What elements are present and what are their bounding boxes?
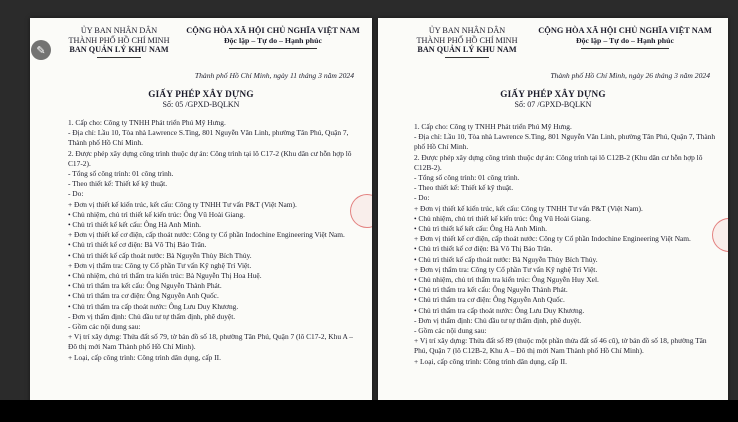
org-line: ỦY BAN NHÂN DÂN [80, 26, 158, 35]
national-heading [180, 26, 366, 49]
national-heading [528, 26, 722, 49]
divider [581, 48, 669, 49]
permit-line: + Vị trí xây dựng: Thửa đất số 89 (thuộc một phần thửa đất số 46 cũ), tờ bản đồ số 18, phường Tân Phú, Quận 7 (lô C12B-2, Khu A – Đô thị mới Nam Thành phố Hồ Chí Minh). [414, 336, 707, 356]
edit-button[interactable] [31, 40, 51, 60]
permit-line: • Chủ trì thiết kế kết cấu: Ông Hà Anh Minh. [414, 224, 547, 234]
permit-line: - Địa chỉ: Lầu 10, Tòa nhà Lawrence S.Ting, 801 Nguyễn Văn Linh, phường Tân Phú, Quận 7, Thành phố Hồ Chí Minh. [414, 132, 716, 152]
republic-name: CỘNG HÒA XÃ HỘI CHỦ NGHĨA VIỆT NAM [538, 26, 712, 35]
permit-line: - Tổng số công trình: 01 công trình. [68, 169, 174, 179]
permit-line: • Chủ trì thẩm tra cơ điện: Ông Nguyễn Anh Quốc. [68, 291, 219, 301]
permit-line: 2. Được phép xây dựng công trình thuộc dự án: Công trình tại lô C12B-2 (Khu dân cư hỗn hợp lô C12B-2). [414, 152, 703, 172]
document-body [68, 118, 360, 363]
document-number: Số: 07 /GPXD-BQLKN [514, 100, 592, 109]
pencil-icon: ✎ [36, 43, 46, 57]
permit-line: - Theo thiết kế: Thiết kế kỹ thuật. [68, 179, 168, 189]
permit-line: 1. Cấp cho: Công ty TNHH Phát triển Phú Mỹ Hưng. [414, 122, 572, 131]
org-line: THÀNH PHỐ HỒ CHÍ MINH [416, 35, 518, 45]
permit-line: + Đơn vị thiết kế kiến trúc, kết cấu: Công ty TNHH Tư vấn P&T (Việt Nam). [414, 203, 643, 213]
permit-document-right [378, 18, 728, 410]
permit-line: • Chủ nhiệm, chủ trì thiết kế kiến trúc: Ông Vũ Hoài Giang. [68, 209, 245, 219]
permit-line: + Đơn vị thẩm tra: Công ty Cổ phần Tư vấn Kỹ nghệ Trí Việt. [414, 264, 598, 274]
permit-line: + Loại, cấp công trình: Công trình dân dụng, cấp II. [414, 356, 567, 366]
bottom-bar [0, 400, 738, 422]
document-body [414, 122, 716, 367]
document-title: GIẤY PHÉP XÂY DỰNG [500, 89, 606, 99]
permit-line: • Chủ trì thẩm tra cơ điện: Ông Nguyễn Anh Quốc. [414, 295, 565, 305]
document-header [30, 26, 372, 66]
permit-line: • Chủ nhiệm, chủ trì thiết kế kiến trúc: Ông Vũ Hoài Giang. [414, 213, 591, 223]
permit-line: 2. Được phép xây dựng công trình thuộc dự án: Công trình tại lô C17-2 (Khu dân cư hỗn hợp lô C17-2). [68, 148, 352, 168]
permit-line: - Gồm các nội dung sau: [68, 322, 141, 332]
permit-line: • Chủ trì thẩm tra kết cấu: Ông Nguyễn Thành Phát. [68, 281, 222, 291]
issuing-organization [392, 26, 542, 58]
republic-name: CỘNG HÒA XÃ HỘI CHỦ NGHĨA VIỆT NAM [186, 26, 360, 35]
permit-line: 1. Cấp cho: Công ty TNHH Phát triển Phú Mỹ Hưng. [68, 118, 226, 127]
permit-line: • Chủ trì thiết kế kết cấu: Ông Hà Anh Minh. [68, 220, 201, 230]
permit-line: • Chủ trì thiết kế cấp thoát nước: Bà Nguyễn Thùy Bích Thủy. [68, 250, 252, 260]
permit-line: + Đơn vị thẩm tra: Công ty Cổ phần Tư vấn Kỹ nghệ Trí Việt. [68, 260, 252, 270]
permit-line: • Chủ nhiệm, chủ trì thẩm tra kiến trúc: Ông Nguyễn Huy Xel. [414, 275, 599, 285]
permit-line: • Chủ trì thiết kế cấp thoát nước: Bà Nguyễn Thùy Bích Thủy. [414, 254, 598, 264]
issue-date: Thành phố Hồ Chí Minh, ngày 26 tháng 3 năm 2024 [550, 71, 710, 80]
org-line: BAN QUẢN LÝ KHU NAM [69, 45, 169, 54]
permit-line: • Chủ trì thẩm tra cấp thoát nước: Ông Lưu Duy Khương. [68, 301, 239, 311]
permit-line: - Đơn vị thẩm định: Chủ đầu tư tự thẩm định, phê duyệt. [414, 315, 582, 325]
issue-date: Thành phố Hồ Chí Minh, ngày 11 tháng 3 năm 2024 [194, 71, 354, 80]
org-line: ỦY BAN NHÂN DÂN [428, 26, 506, 35]
permit-line: - Gồm các nội dung sau: [414, 326, 487, 336]
divider [445, 57, 489, 58]
permit-line: - Theo thiết kế: Thiết kế kỹ thuật. [414, 183, 514, 193]
permit-document-left [30, 18, 372, 410]
permit-line: - Địa chỉ: Lầu 10, Tòa nhà Lawrence S.Ting, 801 Nguyễn Văn Linh, phường Tân Phú, Quận 7, Thành phố Hồ Chí Minh. [68, 128, 349, 148]
permit-line: + Đơn vị thiết kế cơ điện, cấp thoát nước: Công ty Cổ phần Indochine Engineering Việt Nam. [68, 230, 345, 240]
permit-line: + Đơn vị thiết kế kiến trúc, kết cấu: Công ty TNHH Tư vấn P&T (Việt Nam). [68, 199, 297, 209]
motto: Độc lập – Tự do – Hạnh phúc [224, 36, 322, 45]
permit-line: • Chủ trì thiết kế cơ điện: Bà Võ Thị Bảo Trân. [414, 244, 553, 254]
permit-line: - Tổng số công trình: 01 công trình. [414, 173, 520, 183]
divider [97, 57, 141, 58]
motto: Độc lập – Tự do – Hạnh phúc [576, 36, 674, 45]
permit-line: + Loại, cấp công trình: Công trình dân dụng, cấp II. [68, 352, 221, 362]
permit-line: • Chủ trì thẩm tra kết cấu: Ông Nguyễn Thành Phát. [414, 285, 568, 295]
divider [229, 48, 317, 49]
issuing-organization [44, 26, 194, 58]
permit-line: - Do: [68, 189, 84, 199]
document-header [378, 26, 728, 66]
permit-line: • Chủ trì thiết kế cơ điện: Bà Võ Thị Bảo Trân. [68, 240, 207, 250]
permit-line: • Chủ nhiệm, chủ trì thẩm tra kiến trúc: Bà Nguyễn Thị Hoa Huệ. [68, 271, 262, 281]
org-line: THÀNH PHỐ HỒ CHÍ MINH [68, 35, 170, 45]
document-title: GIẤY PHÉP XÂY DỰNG [148, 89, 254, 99]
permit-line: • Chủ trì thẩm tra cấp thoát nước: Ông Lưu Duy Khương. [414, 305, 585, 315]
document-number: Số: 05 /GPXD-BQLKN [162, 100, 240, 109]
permit-line: - Do: [414, 193, 430, 203]
permit-line: - Đơn vị thẩm định: Chủ đầu tư tự thẩm định, phê duyệt. [68, 311, 236, 321]
permit-line: + Vị trí xây dựng: Thửa đất số 79, tờ bản đồ số 18, phường Tân Phú, Quận 7 (lô C17-2, Khu A – Đô thị mới Nam Thành phố Hồ Chí Minh). [68, 332, 353, 352]
permit-line: + Đơn vị thiết kế cơ điện, cấp thoát nước: Công ty Cổ phần Indochine Engineering Việt Nam. [414, 234, 691, 244]
org-line: BAN QUẢN LÝ KHU NAM [417, 45, 517, 54]
